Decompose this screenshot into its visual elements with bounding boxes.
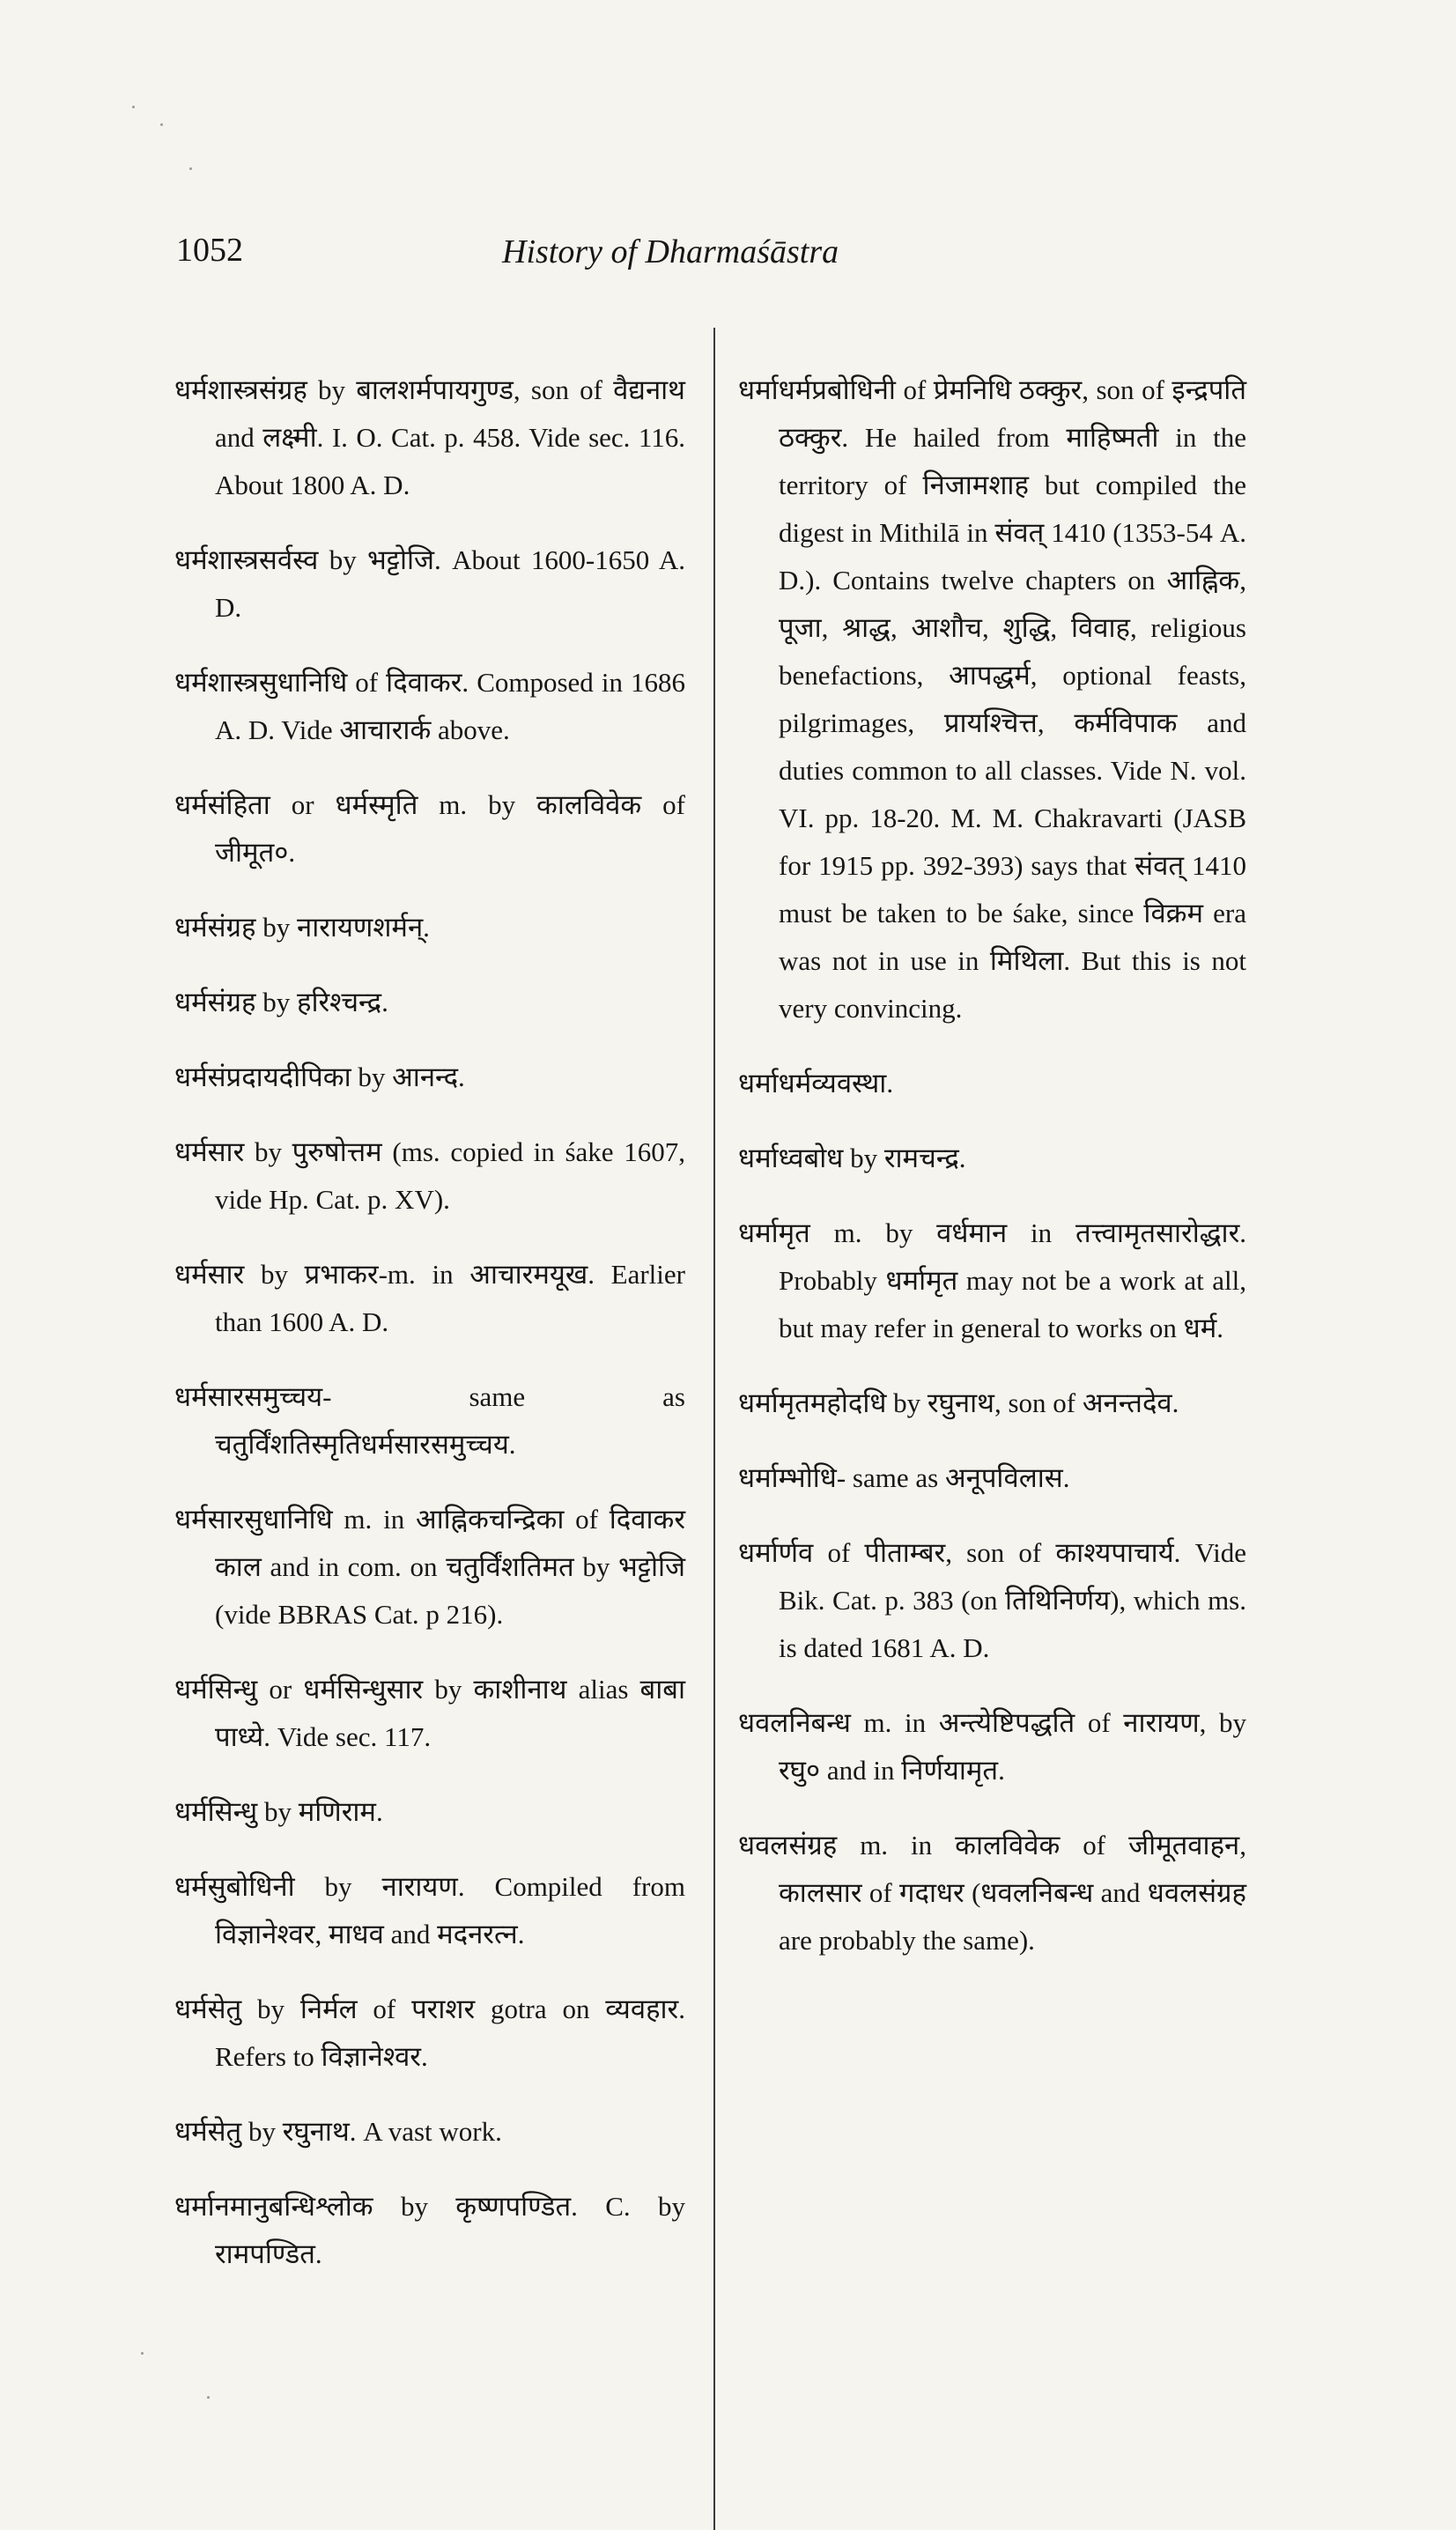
running-title: History of Dharmaśāstra: [502, 233, 839, 270]
speck: [132, 106, 135, 108]
entry: धर्मशास्त्रसुधानिधि of दिवाकर. Composed in 1686 A. D. Vide आचारार्क above.: [174, 667, 685, 745]
entry: धर्मशास्त्रसर्वस्व by भट्टोजि. About 1600-1650 A. D.: [174, 544, 685, 623]
entry: धर्मसारसमुच्चय- same as चतुर्विंशतिस्मृतिधर्मसारसमुच्चय.: [174, 1381, 685, 1460]
entry: धवलनिबन्ध m. in अन्त्येष्टिपद्धति of नारायण, by रघु० and in निर्णयामृत.: [738, 1707, 1246, 1786]
speck: [189, 167, 192, 170]
entry: धर्मशास्त्रसंग्रह by बालशर्मपायगुण्ड, son of वैद्यनाथ and लक्ष्मी. I. O. Cat. p. 458. Vide sec. 116. About 1800 A. D.: [174, 374, 685, 500]
entry: धर्मसार by प्रभाकर-m. in आचारमयूख. Earlier than 1600 A. D.: [174, 1259, 685, 1337]
page-number: 1052: [176, 232, 243, 269]
entry: धर्मामृतमहोदधि by रघुनाथ, son of अनन्तदेव.: [738, 1387, 1179, 1418]
entry: धर्माध्वबोध by रामचन्द्र.: [738, 1143, 966, 1173]
column-divider: [713, 328, 715, 2530]
page-header: [176, 231, 1286, 292]
entry: धर्मसंग्रह by हरिश्चन्द्र.: [174, 987, 388, 1017]
speck: [160, 123, 163, 126]
entry: धर्मार्णव of पीताम्बर, son of काश्यपाचार्य. Vide Bik. Cat. p. 383 (on तिथिनिर्णय), which ms. is dated 1681 A. D.: [738, 1537, 1246, 1663]
entry: धर्मसुबोधिनी by नारायण. Compiled from विज्ञानेश्वर, माधव and मदनरत्न.: [174, 1871, 685, 1949]
entry: धर्मसेतु by निर्मल of पराशर gotra on व्यवहार. Refers to विज्ञानेश्वर.: [174, 1994, 685, 2072]
right-column: [738, 339, 1246, 1970]
entry: धर्मसंग्रह by नारायणशर्मन्.: [174, 912, 430, 943]
speck: [141, 2352, 144, 2355]
entry: धर्माधर्मप्रबोधिनी of प्रेमनिधि ठक्कुर, son of इन्द्रपति ठक्कुर. He hailed from माहिष्मती in the territory of निजामशाह but compiled the digest in Mithilā in संवत् 1410 (1353-54 A. D.). Contains twelve chapters on आह्निक, पूजा, श्राद्ध, आशौच, शुद्धि, विवाह, religious benefactions, आपद्धर्म, optional feasts, pilgrimages, प्रायश्चित्त, कर्मविपाक and duties common to all classes. Vide N. vol. VI. pp. 18-20. M. M. Chakravarti (JASB for 1915 pp. 392-393) says that संवत् 1410 must be taken to be śake, since विक्रम era was not in use in मिथिला. But this is not very convincing.: [738, 374, 1246, 1024]
entry: धर्मामृत m. by वर्धमान in तत्त्वामृतसारोद्धार. Probably धर्मामृत may not be a work at all, but may refer in general to works on धर्म.: [738, 1217, 1246, 1343]
entry: धर्मसंप्रदायदीपिका by आनन्द.: [174, 1062, 465, 1092]
entry: धर्मसिन्धु or धर्मसिन्धुसार by काशीनाथ alias बाबा पाध्ये. Vide sec. 117.: [174, 1674, 685, 1752]
entry: धर्मसार by पुरुषोत्तम (ms. copied in śake 1607, vide Hp. Cat. p. XV).: [174, 1136, 685, 1215]
speck: [207, 2396, 210, 2399]
entry: धर्मसिन्धु by मणिराम.: [174, 1796, 383, 1827]
entry: धर्मानमानुबन्धिश्लोक by कृष्णपण्डित. C. by रामपण्डित.: [174, 2191, 685, 2269]
entry: धर्मसारसुधानिधि m. in आह्निकचन्द्रिका of दिवाकर काल and in com. on चतुर्विंशतिमत by भट्टोजि (vide BBRAS Cat. p 216).: [174, 1504, 685, 1630]
entry: धर्मसंहिता or धर्मस्मृति m. by कालविवेक of जीमूत०.: [174, 789, 685, 868]
entry: धर्माधर्मव्यवस्था.: [738, 1068, 894, 1099]
entry: धवलसंग्रह m. in कालविवेक of जीमूतवाहन, कालसार of गदाधर (धवलनिबन्ध and धवलसंग्रह are probably the same).: [738, 1830, 1246, 1956]
left-column: [174, 339, 685, 2283]
entry: धर्माम्भोधि- same as अनूपविलास.: [738, 1462, 1070, 1493]
entry: धर्मसेतु by रघुनाथ. A vast work.: [174, 2116, 502, 2147]
